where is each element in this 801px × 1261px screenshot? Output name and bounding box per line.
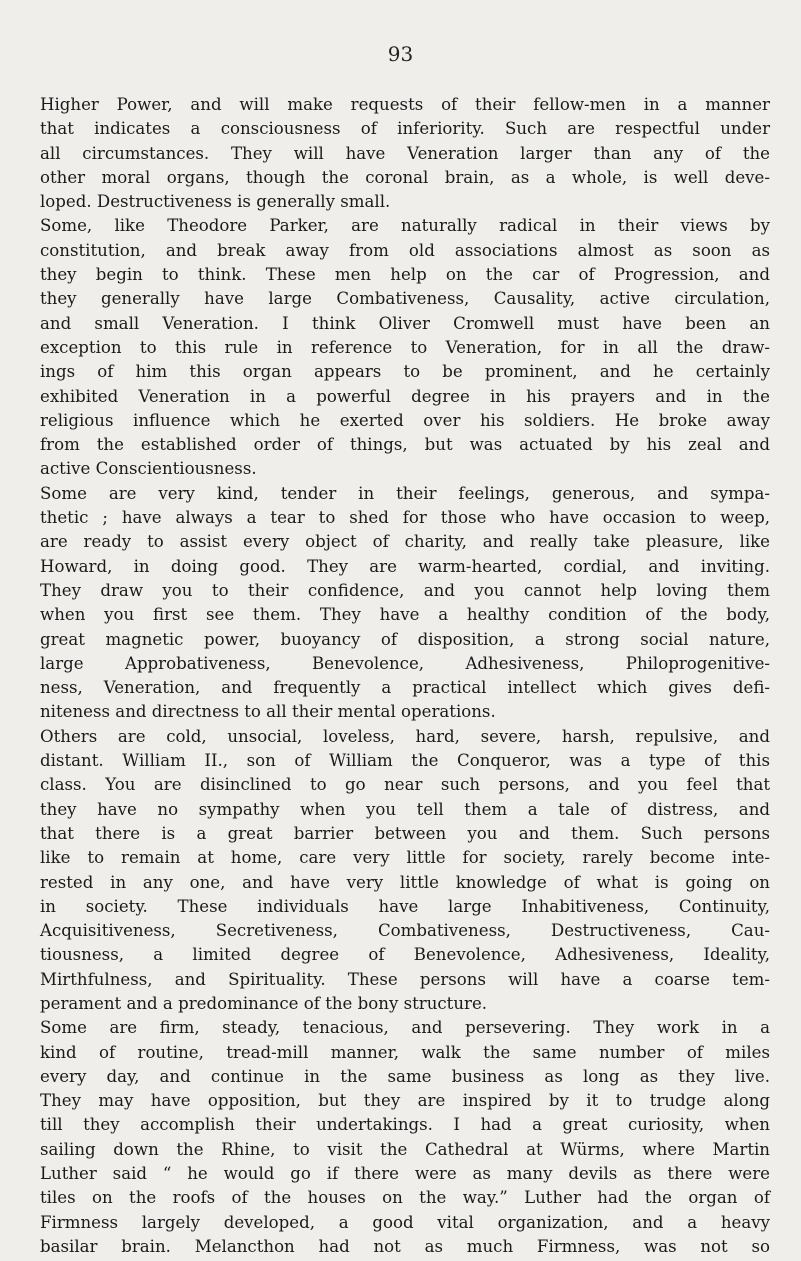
text-line: thetic ; have always a tear to shed for those who have occasion to weep, <box>40 508 770 528</box>
page-number: 93 <box>387 42 414 66</box>
text-line: ings of him this organ appears to be prominent, and he certainly <box>40 362 770 382</box>
text-line: exception to this rule in reference to Veneration, for in all the draw- <box>40 337 770 357</box>
text-line: rested in any one, and have very little knowledge of what is going on <box>40 872 770 892</box>
text-line: Howard, in doing good. They are warm-hearted, cordial, and inviting. <box>40 556 770 576</box>
text-line: Luther said “ he would go if there were as many devils as there were <box>40 1164 770 1184</box>
text-line: active Conscientiousness. <box>40 459 257 479</box>
text-line: Others are cold, unsocial, loveless, hard, severe, harsh, repulsive, and <box>40 726 770 746</box>
text-line: Higher Power, and will make requests of their fellow-men in a manner <box>40 95 770 114</box>
text-line: constitution, and break away from old associations almost as soon as <box>40 240 770 260</box>
text-line: loped. Destructiveness is generally small. <box>40 192 391 212</box>
text-line: that indicates a consciousness of inferiority. Such are respectful under <box>40 119 770 139</box>
text-line: in society. These individuals have large Inhabitiveness, Continuity, <box>40 896 770 916</box>
text-line: they generally have large Combativeness, Causality, active circulation, <box>40 289 770 309</box>
text-line: basilar brain. Melancthon had not as much Firmness, was not so <box>40 1236 770 1256</box>
text-line: distant. William II., son of William the Conqueror, was a type of this <box>40 751 770 771</box>
text-line: are ready to assist every object of charity, and really take pleasure, like <box>40 532 770 552</box>
text-line: Firmness largely developed, a good vital organization, and a heavy <box>40 1212 770 1232</box>
text-line: from the established order of things, but was actuated by his zeal and <box>40 435 770 455</box>
text-line: sailing down the Rhine, to visit the Cathedral at Würms, where Martin <box>40 1139 770 1159</box>
text-line: They draw you to their confidence, and you cannot help loving them <box>40 580 770 600</box>
text-line: all circumstances. They will have Veneration larger than any of the <box>40 143 770 163</box>
text-line: Some, like Theodore Parker, are naturally radical in their views by <box>40 216 770 236</box>
text-line: religious influence which he exerted over his soldiers. He broke away <box>40 410 770 430</box>
text-line: class. You are disinclined to go near such persons, and you feel that <box>40 775 770 795</box>
text-line: they have no sympathy when you tell them a tale of distress, and <box>40 799 770 819</box>
text-line: kind of routine, tread-mill manner, walk the same number of miles <box>40 1042 770 1062</box>
text-line: when you first see them. They have a healthy condition of the body, <box>40 605 770 625</box>
text-line: large Approbativeness, Benevolence, Adhesiveness, Philoprogenitive- <box>40 653 770 673</box>
text-line: they begin to think. These men help on the car of Progression, and <box>40 265 770 285</box>
text-line: ness, Veneration, and frequently a practical intellect which gives defi- <box>40 678 770 698</box>
text-line: Some are firm, steady, tenacious, and persevering. They work in a <box>40 1018 770 1038</box>
text-line: perament and a predominance of the bony structure. <box>40 993 488 1013</box>
text-line: niteness and directness to all their mental operations. <box>40 702 496 722</box>
body-text <box>40 93 770 1259</box>
text-line: like to remain at home, care very little for society, rarely become inte- <box>40 848 770 868</box>
text-line: tiousness, a limited degree of Benevolence, Adhesiveness, Ideality, <box>40 945 770 965</box>
text-line: and small Veneration. I think Oliver Cromwell must have been an <box>40 313 770 333</box>
text-line: till they accomplish their undertakings. I had a great curiosity, when <box>40 1115 770 1135</box>
text-line: They may have opposition, but they are inspired by it to trudge along <box>40 1091 770 1111</box>
text-line: other moral organs, though the coronal brain, as a whole, is well deve- <box>40 167 770 187</box>
text-line: tiles on the roofs of the houses on the way.” Luther had the organ of <box>40 1188 770 1208</box>
text-line: Some are very kind, tender in their feelings, generous, and sympa- <box>40 483 770 503</box>
text-line: Acquisitiveness, Secretiveness, Combativeness, Destructiveness, Cau- <box>40 921 770 941</box>
text-line: great magnetic power, buoyancy of disposition, a strong social nature, <box>40 629 770 649</box>
text-line: every day, and continue in the same business as long as they live. <box>40 1066 770 1086</box>
text-line: Mirthfulness, and Spirituality. These persons will have a coarse tem- <box>40 969 770 989</box>
text-line: exhibited Veneration in a powerful degree in his prayers and in the <box>40 386 770 406</box>
text-line: that there is a great barrier between you and them. Such persons <box>40 823 770 843</box>
